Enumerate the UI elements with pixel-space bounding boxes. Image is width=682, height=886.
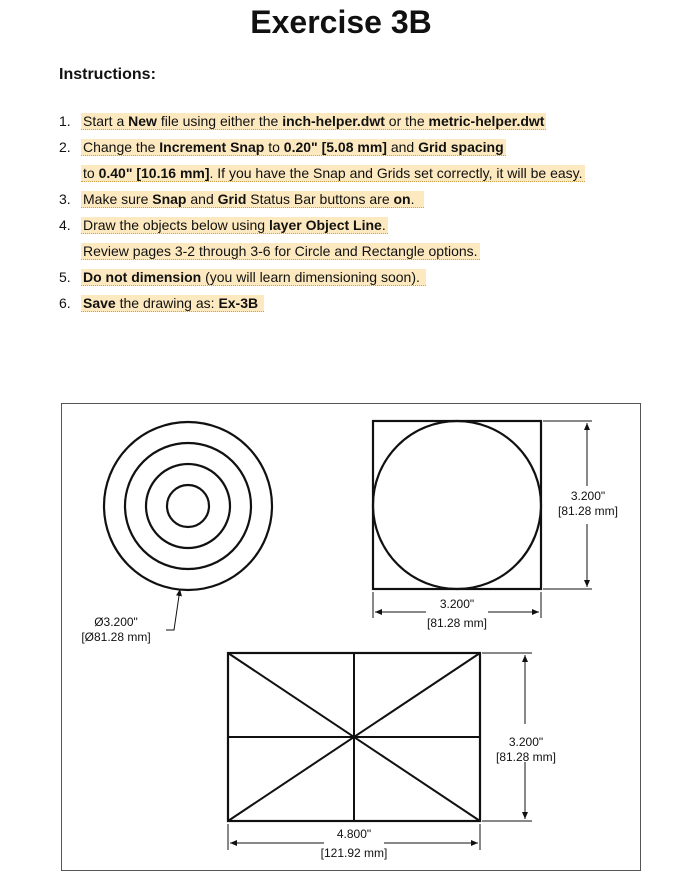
step-bold: layer Object Line xyxy=(269,217,382,233)
step-bold: Save xyxy=(83,295,116,311)
step-text: Draw the objects below using xyxy=(83,217,269,233)
circle-dim-text: [Ø81.28 mm] xyxy=(81,630,151,644)
step-text: . xyxy=(410,191,415,207)
inner-circle xyxy=(167,485,209,527)
step-text: . If you have the Snap and Grids set correctly, it will be easy. xyxy=(209,165,583,181)
step-number: 2. xyxy=(59,139,71,155)
square-width-text: [81.28 mm] xyxy=(426,616,488,630)
step-4 xyxy=(59,216,388,234)
step-5 xyxy=(59,268,426,286)
step-number: 1. xyxy=(59,113,71,129)
step-bold: Grid spacing xyxy=(418,139,504,155)
step-text: Review pages 3-2 through 3-6 for Circle and Rectangle options. xyxy=(83,243,478,259)
step-bold: Ex-3B xyxy=(218,295,259,311)
step-text: Change the xyxy=(83,139,160,155)
step-bold: inch-helper.dwt xyxy=(282,113,385,129)
step-text: Start a xyxy=(83,113,129,129)
drawing-canvas xyxy=(62,404,642,872)
step-number: 3. xyxy=(59,191,71,207)
step-bold: Do not dimension xyxy=(83,269,202,285)
page-title: Exercise 3B xyxy=(250,4,432,40)
step-bold: New xyxy=(128,113,157,129)
step-6 xyxy=(59,294,264,312)
step-bold: 0.20" [5.08 mm] xyxy=(283,139,387,155)
inscribed-circle xyxy=(373,421,541,589)
step-text: the drawing as: xyxy=(115,295,219,311)
step-text: Make sure xyxy=(83,191,153,207)
step-bold: metric-helper.dwt xyxy=(428,113,545,129)
step-bold: Snap xyxy=(152,191,187,207)
outer-circle xyxy=(104,422,272,590)
step-text: (you will learn dimensioning soon). xyxy=(201,269,420,285)
step-number: 4. xyxy=(59,217,71,233)
exercise-drawing xyxy=(61,403,641,871)
step-number: 6. xyxy=(59,295,71,311)
step-bold: Increment Snap xyxy=(159,139,265,155)
square-height-text: [81.28 mm] xyxy=(557,504,619,518)
rect-height-text: 3.200" xyxy=(508,735,544,749)
rect-width-text: 4.800" xyxy=(336,827,372,841)
step-4-continued xyxy=(59,242,480,260)
step-bold: on xyxy=(393,191,411,207)
step-text: and xyxy=(186,191,218,207)
step-number: 5. xyxy=(59,269,71,285)
circle-dim-text: Ø3.200" xyxy=(94,615,138,629)
step-2-continued xyxy=(59,164,585,182)
step-text: file using either the xyxy=(156,113,283,129)
step-2 xyxy=(59,138,506,156)
step-bold: 0.40" [10.16 mm] xyxy=(98,165,210,181)
step-3 xyxy=(59,190,424,208)
step-text: . xyxy=(381,217,386,233)
circle-leader xyxy=(166,589,180,630)
step-text: to xyxy=(264,139,284,155)
circle-3 xyxy=(146,464,230,548)
circle-2 xyxy=(125,443,251,569)
step-text: or the xyxy=(384,113,429,129)
square-width-text: 3.200" xyxy=(439,597,475,611)
step-text: and xyxy=(386,139,419,155)
rect-width-text: [121.92 mm] xyxy=(320,846,388,860)
step-text: Status Bar buttons are xyxy=(246,191,394,207)
step-text: to xyxy=(83,165,99,181)
step-1 xyxy=(59,112,546,130)
rect-height-text: [81.28 mm] xyxy=(495,750,557,764)
instructions-heading: Instructions: xyxy=(59,66,156,83)
step-bold: Grid xyxy=(217,191,247,207)
square-height-text: 3.200" xyxy=(570,489,606,503)
